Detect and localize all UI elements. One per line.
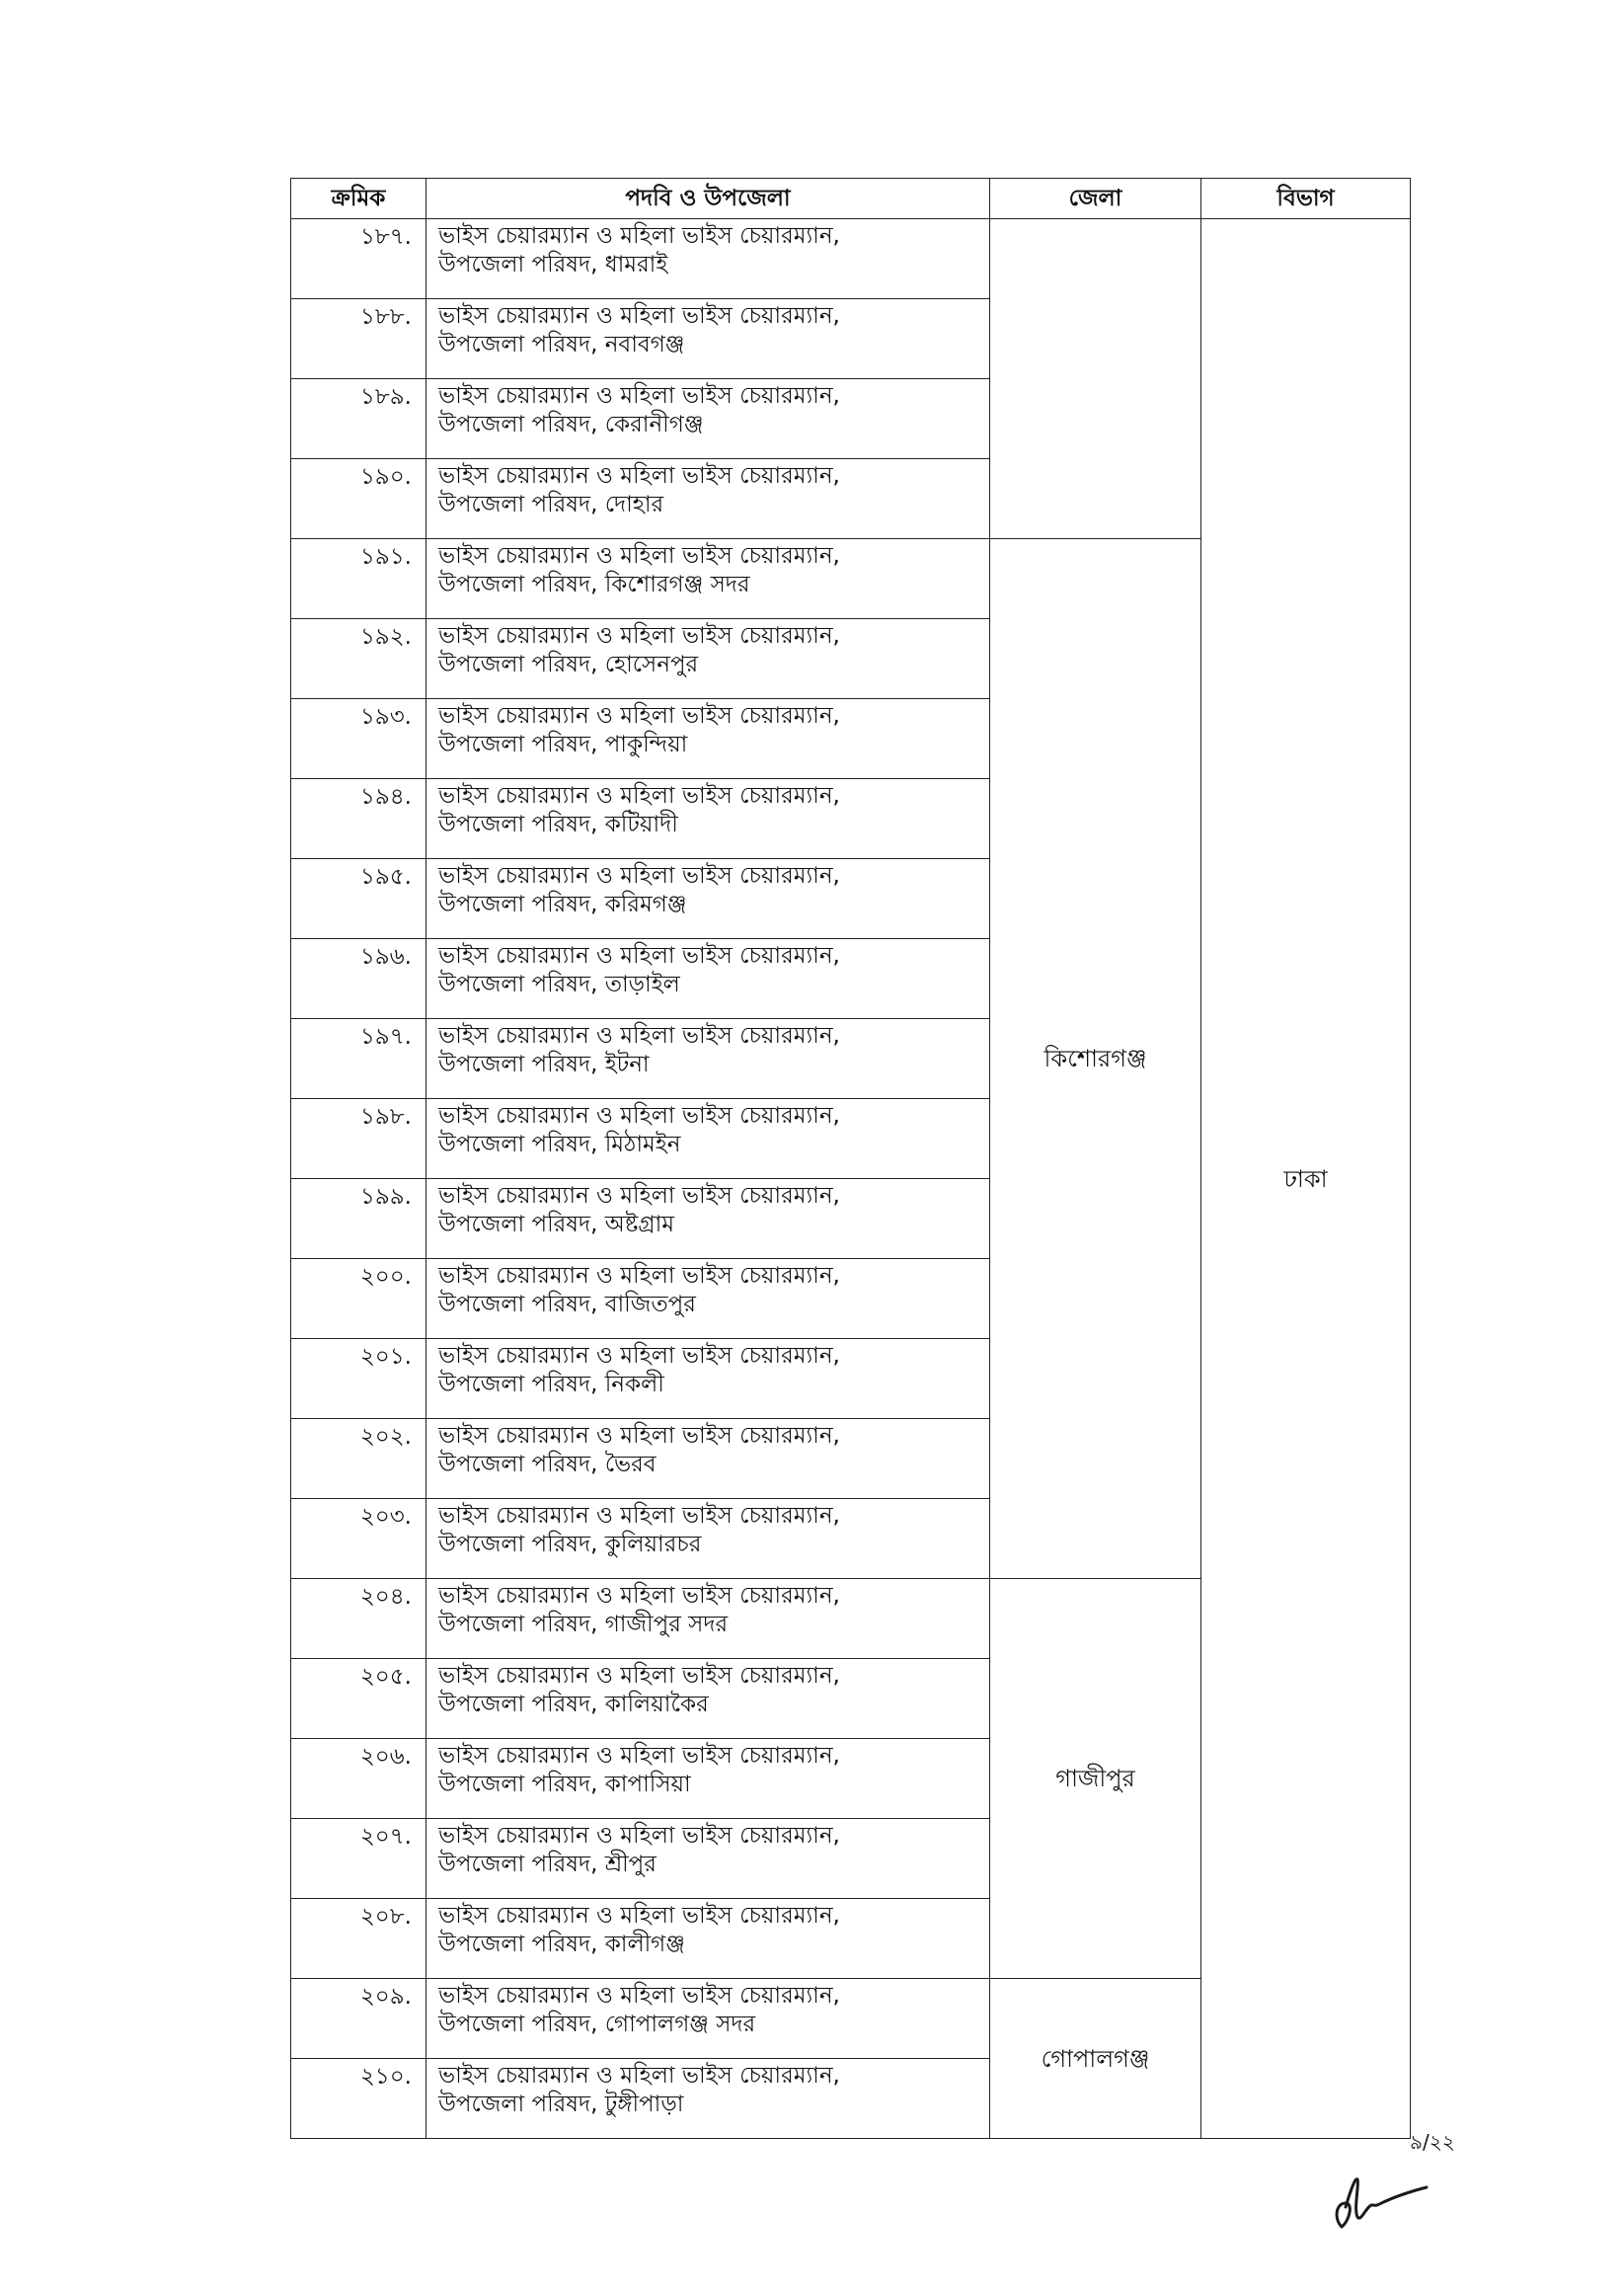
upazila-line: উপজেলা পরিষদ, পাকুন্দিয়া: [438, 731, 688, 757]
upazila-line: উপজেলা পরিষদ, কাপাসিয়া: [438, 1771, 691, 1797]
serial-cell: ২০০.: [291, 1259, 426, 1339]
district-cell: গোপালগঞ্জ: [990, 1979, 1201, 2139]
district-cell: গাজীপুর: [990, 1579, 1201, 1979]
serial-cell: ১৯০.: [291, 459, 426, 539]
designation-title-line: ভাইস চেয়ারম্যান ও মহিলা ভাইস চেয়ারম্যান,: [438, 1743, 840, 1769]
header-serial: ক্রমিক: [291, 179, 426, 219]
serial-cell: ১৯৩.: [291, 699, 426, 779]
serial-cell: ২০৮.: [291, 1899, 426, 1979]
serial-cell: ১৯৭.: [291, 1019, 426, 1099]
serial-cell: ১৯৫.: [291, 859, 426, 939]
district-cell: [990, 219, 1201, 539]
designation-title-line: ভাইস চেয়ারম্যান ও মহিলা ভাইস চেয়ারম্যান,: [438, 1263, 840, 1289]
serial-cell: ২০৪.: [291, 1579, 426, 1659]
designation-cell: [426, 619, 990, 699]
designation-title-line: ভাইস চেয়ারম্যান ও মহিলা ভাইস চেয়ারম্যান,: [438, 783, 840, 809]
designation-title-line: ভাইস চেয়ারম্যান ও মহিলা ভাইস চেয়ারম্যান,: [438, 1823, 840, 1849]
serial-cell: ১৮৯.: [291, 379, 426, 459]
table-header-row: [291, 179, 1411, 219]
designation-cell: [426, 539, 990, 619]
upazila-line: উপজেলা পরিষদ, টুঙ্গীপাড়া: [438, 2091, 684, 2117]
designation-cell: [426, 1419, 990, 1499]
designation-title-line: ভাইস চেয়ারম্যান ও মহিলা ভাইস চেয়ারম্যান,: [438, 303, 840, 329]
designation-title-line: ভাইস চেয়ারম্যান ও মহিলা ভাইস চেয়ারম্যান,: [438, 1903, 840, 1929]
upazila-line: উপজেলা পরিষদ, দোহার: [438, 491, 664, 517]
upazila-line: উপজেলা পরিষদ, শ্রীপুর: [438, 1851, 657, 1877]
serial-cell: ১৮৭.: [291, 219, 426, 299]
designation-cell: [426, 859, 990, 939]
upazila-line: উপজেলা পরিষদ, বাজিতপুর: [438, 1291, 696, 1317]
upazila-line: উপজেলা পরিষদ, কিশোরগঞ্জ সদর: [438, 571, 750, 597]
designation-title-line: ভাইস চেয়ারম্যান ও মহিলা ভাইস চেয়ারম্যান,: [438, 223, 840, 249]
division-cell: ঢাকা: [1201, 219, 1411, 2139]
upazila-line: উপজেলা পরিষদ, করিমগঞ্জ: [438, 891, 687, 917]
serial-cell: ১৯৮.: [291, 1099, 426, 1179]
upazila-line: উপজেলা পরিষদ, ধামরাই: [438, 251, 668, 277]
upazila-line: উপজেলা পরিষদ, ইটনা: [438, 1051, 650, 1077]
designation-cell: [426, 2059, 990, 2139]
designation-title-line: ভাইস চেয়ারম্যান ও মহিলা ভাইস চেয়ারম্যান,: [438, 1503, 840, 1529]
designation-title-line: ভাইস চেয়ারম্যান ও মহিলা ভাইস চেয়ারম্যান,: [438, 1183, 840, 1209]
serial-cell: ২০২.: [291, 1419, 426, 1499]
designation-cell: [426, 1259, 990, 1339]
district-cell: কিশোরগঞ্জ: [990, 539, 1201, 1579]
designation-title-line: ভাইস চেয়ারম্যান ও মহিলা ভাইস চেয়ারম্যান,: [438, 943, 840, 969]
serial-cell: ২০৬.: [291, 1739, 426, 1819]
upazila-line: উপজেলা পরিষদ, গোপালগঞ্জ সদর: [438, 2011, 756, 2037]
designation-cell: [426, 1099, 990, 1179]
upazila-line: উপজেলা পরিষদ, নবাবগঞ্জ: [438, 331, 685, 357]
designation-title-line: ভাইস চেয়ারম্যান ও মহিলা ভাইস চেয়ারম্যান,: [438, 1423, 840, 1449]
serial-cell: ২০৫.: [291, 1659, 426, 1739]
designation-cell: [426, 459, 990, 539]
header-designation: পদবি ও উপজেলা: [426, 179, 990, 219]
designation-title-line: ভাইস চেয়ারম্যান ও মহিলা ভাইস চেয়ারম্যান,: [438, 1103, 840, 1129]
serial-cell: ২০১.: [291, 1339, 426, 1419]
upazila-line: উপজেলা পরিষদ, কালিয়াকৈর: [438, 1691, 709, 1717]
designation-cell: [426, 1659, 990, 1739]
designation-cell: [426, 779, 990, 859]
serial-cell: ১৯৪.: [291, 779, 426, 859]
upazila-line: উপজেলা পরিষদ, ভৈরব: [438, 1451, 657, 1477]
table-row: [291, 219, 1411, 299]
designation-title-line: ভাইস চেয়ারম্যান ও মহিলা ভাইস চেয়ারম্যান,: [438, 1343, 840, 1369]
designation-title-line: ভাইস চেয়ারম্যান ও মহিলা ভাইস চেয়ারম্যান,: [438, 1583, 840, 1609]
designation-cell: [426, 1499, 990, 1579]
designation-title-line: ভাইস চেয়ারম্যান ও মহিলা ভাইস চেয়ারম্যান,: [438, 463, 840, 489]
upazila-line: উপজেলা পরিষদ, গাজীপুর সদর: [438, 1611, 729, 1637]
designation-cell: [426, 699, 990, 779]
designation-cell: [426, 1979, 990, 2059]
designation-cell: [426, 939, 990, 1019]
upazila-line: উপজেলা পরিষদ, নিকলী: [438, 1371, 664, 1397]
upazila-line: উপজেলা পরিষদ, অষ্টগ্রাম: [438, 1211, 675, 1237]
upazila-line: উপজেলা পরিষদ, মিঠামইন: [438, 1131, 681, 1157]
header-district: জেলা: [990, 179, 1201, 219]
designation-cell: [426, 1179, 990, 1259]
serial-cell: ১৮৮.: [291, 299, 426, 379]
signature: [1328, 2158, 1436, 2237]
designation-cell: [426, 1579, 990, 1659]
table-body: [291, 219, 1411, 2139]
page-number: ৯/২২: [1410, 2130, 1455, 2154]
designation-cell: [426, 1019, 990, 1099]
serial-cell: ২০৭.: [291, 1819, 426, 1899]
designation-cell: [426, 379, 990, 459]
designation-title-line: ভাইস চেয়ারম্যান ও মহিলা ভাইস চেয়ারম্যান,: [438, 863, 840, 889]
designation-cell: [426, 1819, 990, 1899]
designation-cell: [426, 1739, 990, 1819]
serial-cell: ১৯২.: [291, 619, 426, 699]
header-division: বিভাগ: [1201, 179, 1411, 219]
designation-title-line: ভাইস চেয়ারম্যান ও মহিলা ভাইস চেয়ারম্যান,: [438, 1983, 840, 2009]
upazila-line: উপজেলা পরিষদ, কুলিয়ারচর: [438, 1531, 702, 1557]
serial-cell: ১৯৯.: [291, 1179, 426, 1259]
serial-cell: ২০৯.: [291, 1979, 426, 2059]
upazila-line: উপজেলা পরিষদ, কালীগঞ্জ: [438, 1931, 685, 1957]
designation-title-line: ভাইস চেয়ারম্যান ও মহিলা ভাইস চেয়ারম্যান,: [438, 623, 840, 649]
designation-title-line: ভাইস চেয়ারম্যান ও মহিলা ভাইস চেয়ারম্যান,: [438, 703, 840, 729]
designation-title-line: ভাইস চেয়ারম্যান ও মহিলা ভাইস চেয়ারম্যান,: [438, 543, 840, 569]
designation-table: [290, 178, 1411, 2139]
serial-cell: ২০৩.: [291, 1499, 426, 1579]
designation-title-line: ভাইস চেয়ারম্যান ও মহিলা ভাইস চেয়ারম্যান,: [438, 383, 840, 409]
designation-title-line: ভাইস চেয়ারম্যান ও মহিলা ভাইস চেয়ারম্যান,: [438, 1663, 840, 1689]
serial-cell: ১৯৬.: [291, 939, 426, 1019]
upazila-line: উপজেলা পরিষদ, হোসেনপুর: [438, 651, 699, 677]
serial-cell: ১৯১.: [291, 539, 426, 619]
designation-cell: [426, 299, 990, 379]
upazila-line: উপজেলা পরিষদ, কেরানীগঞ্জ: [438, 411, 704, 437]
designation-cell: [426, 219, 990, 299]
designation-cell: [426, 1339, 990, 1419]
designation-title-line: ভাইস চেয়ারম্যান ও মহিলা ভাইস চেয়ারম্যান,: [438, 1023, 840, 1049]
serial-cell: ২১০.: [291, 2059, 426, 2139]
designation-cell: [426, 1899, 990, 1979]
upazila-line: উপজেলা পরিষদ, তাড়াইল: [438, 971, 680, 997]
designation-title-line: ভাইস চেয়ারম্যান ও মহিলা ভাইস চেয়ারম্যান,: [438, 2063, 840, 2089]
upazila-line: উপজেলা পরিষদ, কটিয়াদী: [438, 811, 678, 837]
